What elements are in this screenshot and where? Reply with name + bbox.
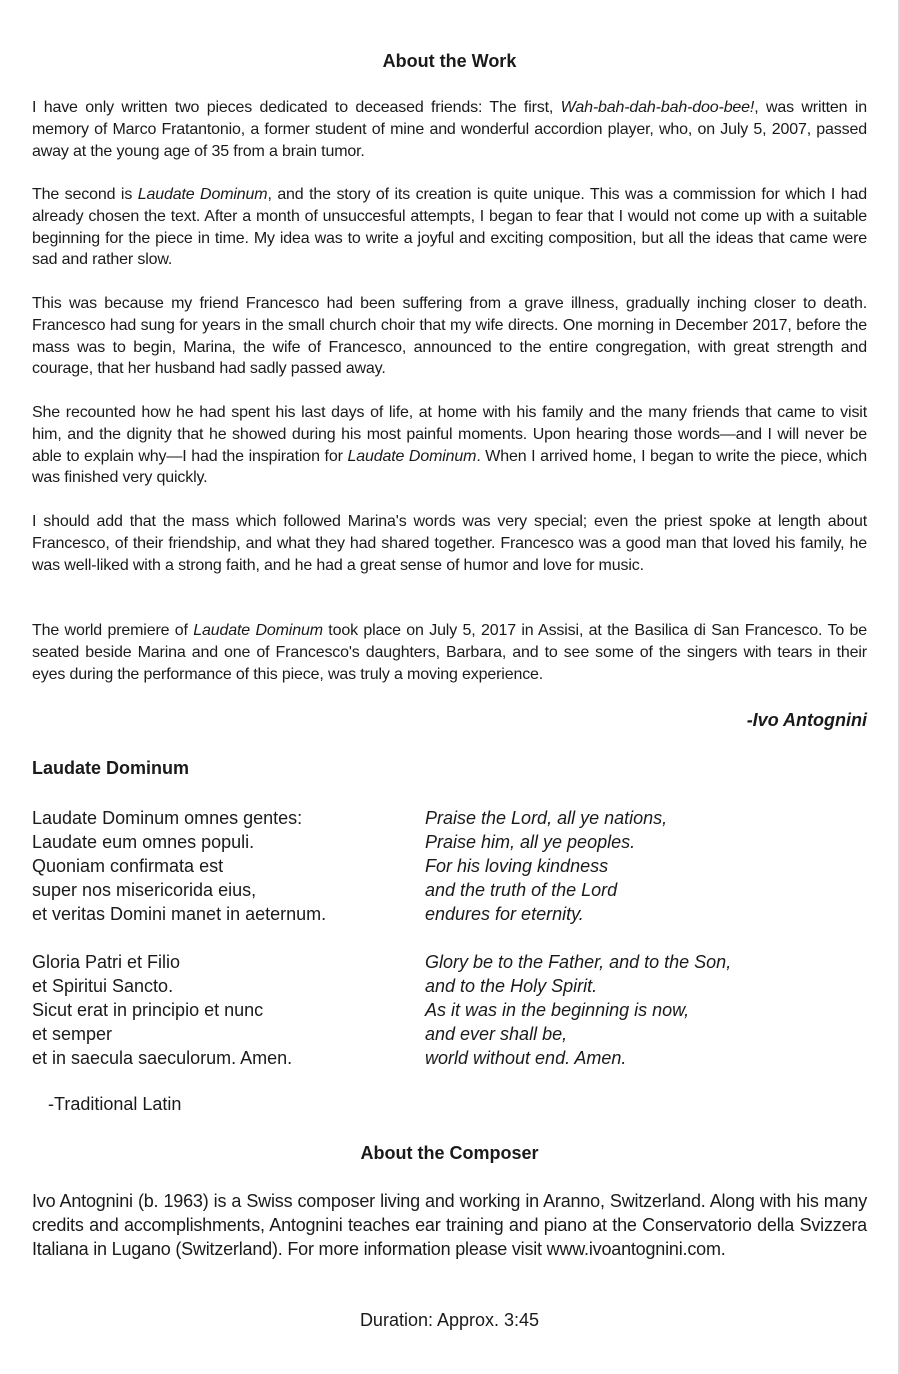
translation-line: Praise him, all ye peoples. — [425, 832, 636, 852]
translation-line: endures for eternity. — [425, 904, 584, 924]
paragraph-text: , and the story of its creation is quite unique. This was a commission for which I had already chosen the text. After a month of unsuccesful attempts, I began to fear that I would not come up with a suitable beginning for the piece in time. My idea was to write a joyful and exciting composition, but all the ideas that came were sad and rather slow. — [32, 186, 867, 269]
paragraph-text: She recounted how he had spent his last days of life, at home with his family and the many friends that came to visit him, and the dignity that he showed during his most painful moments. Upon hearing those words—and I will never be able to explain why—I had the inspiration for — [32, 404, 867, 465]
translation-line: and the truth of the Lord — [425, 880, 618, 900]
duration-note: Duration: Approx. 3:45 — [359, 1310, 540, 1330]
translation-line: Glory be to the Father, and to the Son, — [425, 952, 732, 972]
stanza-1-english — [425, 806, 667, 926]
verse-line: et Spiritui Sancto. — [32, 976, 174, 996]
translation-line: and to the Holy Spirit. — [425, 976, 598, 996]
translation-line: world without end. Amen. — [425, 1048, 627, 1068]
about-work-paragraph-3 — [32, 293, 867, 380]
about-composer-paragraph: Ivo Antognini (b. 1963) is a Swiss composer living and working in Aranno, Switzerland. Along with his many credits and accomplishments, Antognini teaches ear training and piano at the Conservatorio della Svizzera Italiana in Lugano (Switzerland). For more information please visit www.ivoantognini.com. — [32, 1191, 867, 1259]
verse-line: et veritas Domini manet in aeternum. — [32, 904, 327, 924]
paragraph-text: I should add that the mass which followed Marina's words was very special; even the priest spoke at length about Francesco, of their friendship, and what they had shared together. Francesco was a good man that loved his family, he was well-liked with a strong faith, and he had a great sense of humor and love for music. — [32, 513, 867, 574]
work-title-italic: Laudate Dominum — [193, 622, 323, 639]
verse-line: et semper — [32, 1024, 113, 1044]
verse-line: Laudate Dominum omnes gentes: — [32, 808, 303, 828]
paragraph-text: , was written in memory of Marco Fratantonio, a former student of mine and wonderful accordion player, who, on July 5, 2007, passed away at the young age of 35 from a brain tumor. — [32, 99, 867, 160]
paragraph-text: This was because my friend Francesco had been suffering from a grave illness, gradually inching closer to death. Francesco had sung for years in the small church choir that my wife directs. One morning in December 2017, before the mass was to begin, Marina, the wife of Francesco, announced to the entire congregation, with great strength and courage, that her husband had sadly passed away. — [32, 295, 867, 378]
work-title-italic: Laudate Dominum — [347, 447, 477, 465]
about-work-paragraph-1 — [32, 97, 867, 162]
paragraph-text: . When I arrived home, I began to write the piece, which was finished very quickly. — [32, 447, 867, 487]
work-title-italic: Laudate Dominum — [137, 186, 268, 203]
paragraph-text: I have only written two pieces dedicated to deceased friends: The first, — [32, 99, 561, 116]
paragraph-text: took place on July 5, 2017 in Assisi, at the Basilica di San Francesco. To be seated beside Marina and one of Francesco's daughters, Barbara, and to see some of the singers with tears in their eyes during the performance of this piece, was truly a moving experience. — [32, 622, 867, 683]
translation-line: Praise the Lord, all ye nations, — [425, 808, 668, 828]
verse-line: Laudate eum omnes populi. — [32, 832, 255, 852]
about-work-paragraph-2 — [32, 184, 867, 271]
text-heading: Laudate Dominum — [32, 758, 190, 778]
verse-line: super nos misericorida eius, — [32, 880, 257, 900]
about-work-paragraph-6 — [32, 620, 867, 685]
verse-line: Quoniam confirmata est — [32, 856, 224, 876]
paragraph-text: The second is — [32, 186, 138, 203]
stanza-2-english — [425, 950, 731, 1070]
translation-line: and ever shall be, — [425, 1024, 568, 1044]
paragraph-text: The world premiere of — [32, 622, 194, 639]
verse-line: et in saecula saeculorum. Amen. — [32, 1048, 293, 1068]
stanza-1-latin — [32, 806, 326, 926]
about-work-paragraph-5 — [32, 511, 867, 576]
stanza-2-latin — [32, 950, 292, 1070]
about-work-heading: About the Work — [382, 51, 517, 71]
verse-line: Sicut erat in principio et nunc — [32, 1000, 264, 1020]
text-source: -Traditional Latin — [48, 1094, 182, 1114]
author-signature: -Ivo Antognini — [746, 710, 867, 730]
about-composer-heading: About the Composer — [360, 1143, 539, 1163]
translation-line: As it was in the beginning is now, — [425, 1000, 690, 1020]
work-title-italic: Wah-bah-dah-bah-doo-bee! — [560, 99, 755, 116]
about-work-paragraph-4 — [32, 402, 867, 489]
verse-line: Gloria Patri et Filio — [32, 952, 181, 972]
translation-line: For his loving kindness — [425, 856, 609, 876]
